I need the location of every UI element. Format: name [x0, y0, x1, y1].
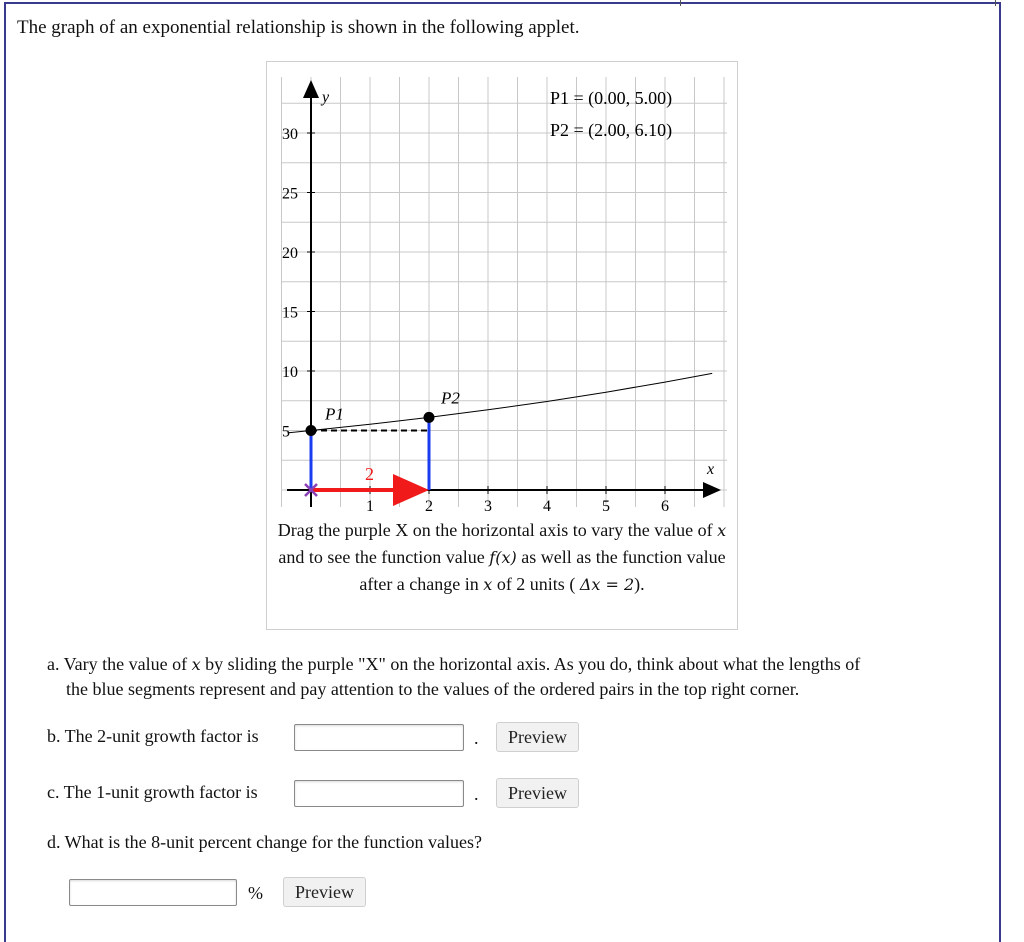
x-tick-label: 2 [425, 498, 433, 512]
y-axis-label: y [322, 89, 330, 106]
function-curve [287, 373, 715, 490]
p1-coordinate-readout: P1 = (0.00, 5.00) [550, 88, 673, 108]
period: . [474, 728, 479, 748]
preview-button-b[interactable]: Preview [496, 722, 579, 752]
x-tick-label: 5 [602, 498, 610, 512]
tick-labels [282, 88, 714, 512]
top-tick [995, 0, 996, 6]
y-tick-label: 5 [282, 423, 290, 441]
question-c-label: c. The 1-unit growth factor is [47, 782, 258, 802]
delta-x-label: 2 [365, 464, 374, 484]
y-tick-label: 30 [282, 126, 298, 143]
point-markers[interactable] [305, 388, 460, 496]
period: . [474, 784, 479, 804]
x-tick-label: 3 [484, 498, 492, 512]
question-a: a. Vary the value of x by sliding the purple "X" on the horizontal axis. As you do, think about what the lengths of the blue segments represent and pay attention to the values of the ordered pairs in the top right corner. [47, 654, 861, 699]
y-tick-label: 10 [282, 364, 298, 381]
graph-applet[interactable] [266, 61, 738, 630]
exponential-curve [287, 373, 712, 433]
percent-change-input[interactable] [69, 879, 237, 906]
x-axis-label: x [707, 461, 715, 478]
p1-label: P1 [325, 404, 344, 424]
top-tick [680, 0, 681, 6]
p2-point[interactable] [424, 412, 435, 423]
y-tick-label: 25 [282, 185, 298, 203]
question-b-label: b. The 2-unit growth factor is [47, 726, 259, 746]
x-tick-label: 6 [661, 498, 669, 512]
p1-point[interactable] [306, 425, 317, 436]
axes [287, 82, 719, 507]
growth-factor-1-input[interactable] [294, 780, 464, 807]
p2-coordinate-readout: P2 = (2.00, 6.10) [550, 120, 673, 140]
applet-caption: Drag the purple X on the horizontal axis to vary the value of x and to see the function value f(x) as well as the function value after a change in x of 2 units ( Δx = 2). [277, 520, 727, 594]
percent-sign: % [248, 883, 263, 903]
growth-factor-2-input[interactable] [294, 724, 464, 751]
preview-button-c[interactable]: Preview [496, 778, 579, 808]
x-tick-label: 4 [543, 498, 551, 512]
y-tick-label: 20 [282, 245, 298, 262]
grid-lines [281, 77, 727, 507]
preview-button-d[interactable]: Preview [283, 877, 366, 907]
p2-label: P2 [441, 388, 460, 408]
exponential-graph[interactable] [267, 62, 737, 512]
intro-text: The graph of an exponential relationship is shown in the following applet. [17, 17, 580, 38]
question-d-label: d. What is the 8-unit percent change for the function values? [47, 832, 483, 852]
y-tick-label: 15 [282, 304, 298, 322]
x-tick-label: 1 [366, 498, 374, 512]
